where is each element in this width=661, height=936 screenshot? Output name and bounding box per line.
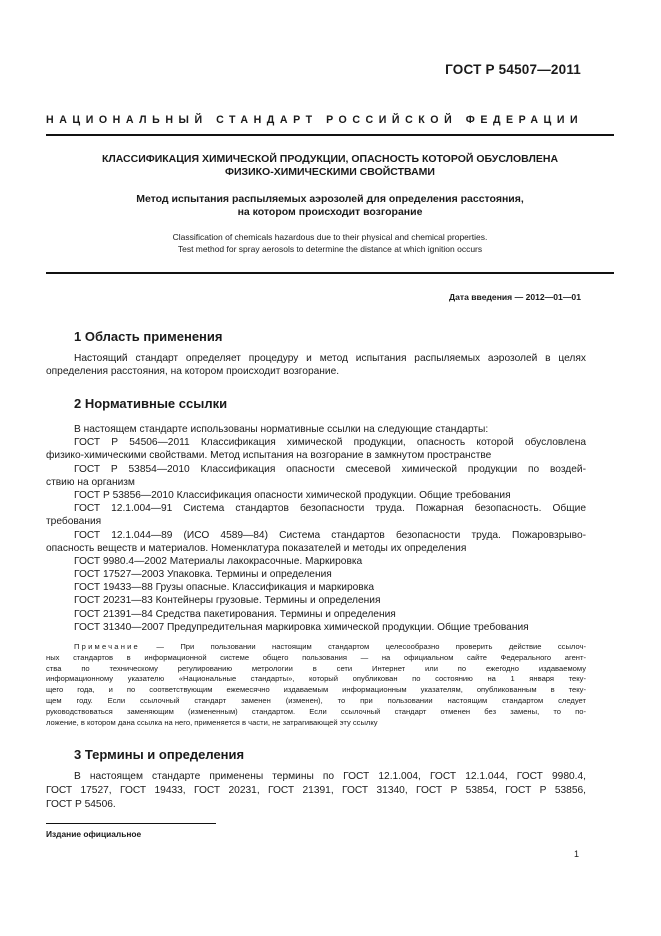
section-3-text	[46, 770, 586, 812]
english-title-line: Test method for spray aerosols to determine the distance at which ignition occurs	[177, 243, 483, 254]
subtitle-line: Метод испытания распыляемых аэрозолей для определения расстояния,	[136, 193, 524, 205]
reference-item-continuation: ствию на организм	[46, 476, 135, 488]
english-title	[46, 232, 614, 255]
note-label: Примечание	[74, 642, 140, 651]
references-intro: В настоящем стандарте использованы нормативные ссылки на следующие стандарты:	[74, 424, 489, 435]
reference-item: ГОСТ 9980.4—2002 Материалы лакокрасочные. Маркировка	[74, 555, 363, 567]
footer-divider	[46, 823, 216, 824]
header-divider	[46, 134, 614, 136]
references-note	[46, 642, 586, 728]
reference-item: ГОСТ 21391—84 Средства пакетирования. Термины и определения	[74, 608, 396, 620]
note-line: ства по техническому регулированию метрологии в сети Интернет или по ежегодно издаваемому	[46, 663, 586, 673]
note-line: информационному указателю «Национальные стандарты», который опубликован по состоянию на 1 января теку-	[46, 674, 586, 684]
text-line: определения расстояния, на котором происходит возгорание.	[46, 366, 340, 378]
subtitle-line: на котором происходит возгорание	[237, 206, 423, 218]
reference-item: ГОСТ Р 53854—2010 Классификация опасности смесевой химической продукции по воздей-	[74, 463, 586, 475]
reference-item: ГОСТ 12.1.044—89 (ИСО 4589—84) Система стандартов безопасности труда. Пожаровзрыво-	[74, 529, 586, 541]
introduction-date: Дата введения — 2012—01—01	[448, 292, 581, 302]
standard-number: ГОСТ Р 54507—2011	[445, 62, 581, 77]
document-title	[46, 153, 614, 179]
english-title-line: Classification of chemicals hazardous due to their physical and chemical properties.	[172, 232, 488, 242]
page-number: 1	[573, 849, 579, 859]
note-line: руководствоваться заменяющим (измененным) стандартом. Если ссылочный стандарт отменен без замены, то по-	[46, 706, 586, 716]
reference-item: ГОСТ 17527—2003 Упаковка. Термины и определения	[74, 569, 332, 581]
note-line: щем году. Если ссылочный стандарт заменен (изменен), то при пользовании настоящим стандартом следует	[46, 695, 586, 705]
section-1-text	[46, 352, 586, 378]
text-line: Настоящий стандарт определяет процедуру и метод испытания распыляемых аэрозолей в целях	[74, 353, 586, 364]
note-line: ных стандартов в информационной системе общего пользования — на официальном сайте Федерального агент-	[46, 652, 586, 662]
reference-item-continuation: физико-химическими свойствами. Метод испытания на возгорание в замкнутом пространстве	[46, 450, 492, 462]
title-line: КЛАССИФИКАЦИЯ ХИМИЧЕСКОЙ ПРОДУКЦИИ, ОПАСНОСТЬ КОТОРОЙ ОБУСЛОВЛЕНА	[101, 153, 559, 165]
text-line: ГОСТ Р 54506.	[46, 799, 116, 810]
reference-item: ГОСТ 31340—2007 Предупредительная маркировка химической продукции. Общие требования	[74, 621, 529, 633]
text-line: В настоящем стандарте применены термины по ГОСТ 12.1.004, ГОСТ 12.1.044, ГОСТ 9980.4,	[74, 771, 586, 782]
section-2-heading: 2 Нормативные ссылки	[74, 396, 228, 411]
normative-references	[46, 423, 586, 634]
document-subtitle	[46, 193, 614, 219]
note-line: ложение, в котором дана ссылка на него, применяется в части, не затрагивающей эту ссылку	[46, 717, 378, 727]
section-1-heading: 1 Область применения	[74, 329, 223, 344]
reference-item: ГОСТ 12.1.004—91 Система стандартов безопасности труда. Пожарная безопасность. Общие	[74, 503, 586, 515]
national-standard-banner: НАЦИОНАЛЬНЫЙ СТАНДАРТ РОССИЙСКОЙ ФЕДЕРАЦИИ	[46, 114, 584, 126]
official-edition-label: Издание официальное	[46, 829, 142, 839]
section-3-heading: 3 Термины и определения	[74, 747, 245, 762]
title-line: ФИЗИКО-ХИМИЧЕСКИМИ СВОЙСТВАМИ	[225, 166, 435, 178]
note-text: — При пользовании настоящим стандартом целесообразно проверить действие ссылоч-	[156, 642, 586, 651]
reference-item: ГОСТ Р 53856—2010 Классификация опасности химической продукции. Общие требования	[74, 489, 511, 501]
reference-item: ГОСТ 19433—88 Грузы опасные. Классификация и маркировка	[74, 582, 375, 594]
title-divider	[46, 272, 614, 274]
reference-item-continuation: требования	[46, 516, 102, 528]
note-line	[46, 642, 586, 653]
note-line: щего года, и по соответствующим ежемесячно издаваемым информационным указателям, опубликованным в теку-	[46, 685, 586, 695]
reference-item-continuation: опасность веществ и материалов. Номенклатура показателей и методы их определения	[46, 542, 467, 554]
reference-item: ГОСТ 20231—83 Контейнеры грузовые. Термины и определения	[74, 595, 381, 607]
reference-item: ГОСТ Р 54506—2011 Классификация химической продукции, опасность которой обусловлена	[74, 437, 586, 449]
text-line: ГОСТ 17527, ГОСТ 19433, ГОСТ 20231, ГОСТ 21391, ГОСТ 31340, ГОСТ Р 53854, ГОСТ Р 53856,	[46, 785, 586, 796]
